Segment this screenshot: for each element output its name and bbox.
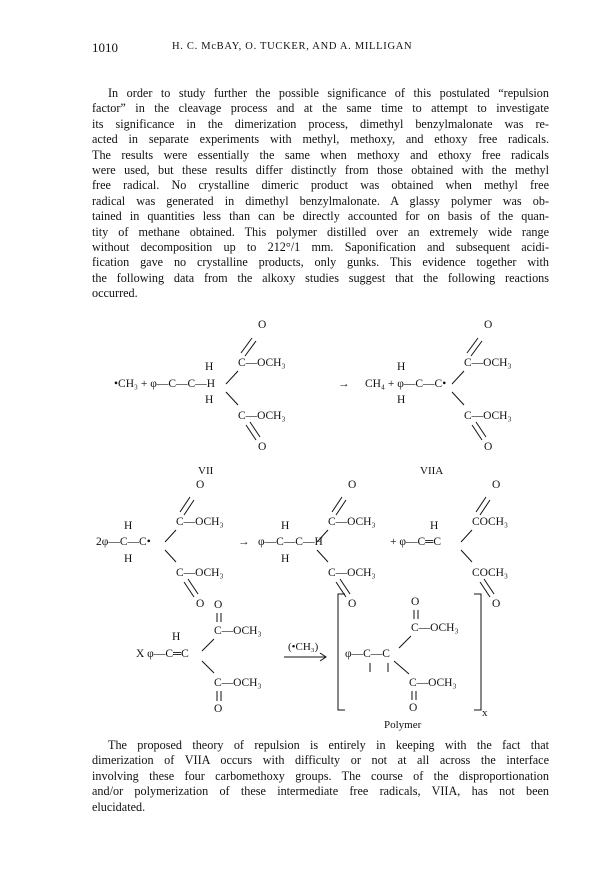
bond [202, 639, 214, 651]
double-bond [476, 497, 486, 512]
text-line: radical was generated in dimethyl benzylmalonate. A glassy polymer was ob- [92, 193, 549, 208]
double-bond [180, 497, 190, 512]
double-bond [480, 500, 490, 515]
oxygen-top: O [214, 599, 223, 611]
oxygen-top: O [411, 596, 420, 608]
text-line: The results were essentially the same when methoxy and ethoxy free radicals [92, 147, 549, 162]
bracket-left [338, 594, 345, 710]
ester-group-upper: C—OCH₃ [214, 625, 262, 637]
bond [226, 371, 238, 384]
bond [165, 550, 176, 562]
hydrogen: H [281, 520, 290, 532]
oxygen-bottom: O [258, 441, 267, 453]
repeat-subscript: x [482, 707, 488, 719]
reagent-methyl-radical: (•CH₃) [288, 641, 319, 653]
text-line: the following data from the alkoxy studies suggest that the following reactions [92, 270, 549, 285]
ester-group-lower: C—OCH₃ [176, 567, 224, 579]
paragraph-conclusion [92, 738, 549, 815]
double-bond [467, 338, 478, 353]
reactant-2-viia: 2φ—C—C• [96, 536, 151, 548]
text-line: dimerization of VIIA occurs with difficulty or not at all across the interface [92, 753, 549, 768]
double-bond [340, 579, 350, 594]
double-bond [332, 497, 342, 512]
polymer-backbone: φ—C—C [345, 648, 390, 660]
oxygen-bottom: O [492, 598, 501, 610]
bond [461, 550, 472, 562]
double-bond [336, 500, 346, 515]
double-bond [245, 341, 256, 356]
oxygen-top: O [492, 479, 501, 491]
ester-group-lower: C—OCH₃ [409, 677, 457, 689]
oxygen-bottom: O [214, 703, 223, 715]
bond [394, 661, 409, 674]
text-line: acted in separate experiments with methyl, methoxy, and ethoxy free radicals. [92, 132, 549, 147]
hydrogen: H [281, 553, 290, 565]
bond [317, 550, 328, 562]
compound-label-viia: VIIA [420, 465, 444, 477]
ester-group-lower: COCH₃ [472, 567, 508, 579]
ester-group-upper: C—OCH₃ [176, 516, 224, 528]
hydrogen: H [172, 631, 181, 643]
double-bond [471, 341, 482, 356]
oxygen-bottom: O [196, 598, 205, 610]
text-line: The proposed theory of repulsion is entirely in keeping with the fact that [108, 738, 549, 752]
text-line: elucidated. [92, 799, 146, 814]
text-line: tained in quantities less than can be directly accounted for on basis of the quan- [92, 209, 549, 224]
hydrogen: H [205, 361, 214, 373]
ester-group-lower: C—OCH₃ [464, 410, 512, 422]
oxygen-top: O [258, 319, 267, 331]
text-line: involving these four carbomethoxy groups. The course of the disproportionation [92, 768, 549, 783]
product-alkene: + φ—C═C [390, 536, 441, 548]
monomer: X φ—C═C [136, 648, 189, 660]
double-bond [476, 422, 486, 437]
ester-group-lower: C—OCH₃ [328, 567, 376, 579]
structure-viia-dimer [96, 479, 223, 610]
double-bond [484, 579, 494, 594]
reaction-arrow: → [238, 536, 250, 548]
text-line: factor” in the cleavage process and at the same time to attempt to investigate [92, 101, 549, 116]
double-bond [246, 425, 256, 440]
ester-group-upper: COCH₃ [472, 516, 508, 528]
ester-group-upper: C—OCH₃ [238, 357, 286, 369]
oxygen-bottom: O [409, 702, 418, 714]
hydrogen: H [397, 394, 406, 406]
reactant-vii: •CH₃ + φ—C—C—H [114, 378, 216, 390]
structure-viia [365, 319, 511, 477]
ester-group-lower: C—OCH₃ [214, 677, 262, 689]
bond [452, 392, 464, 405]
structure-benzylidene-malonate [390, 479, 508, 610]
bond [452, 371, 464, 384]
ester-group-upper: C—OCH₃ [328, 516, 376, 528]
text-line: and/or polymerization of these intermediate free radicals, VIIA, has not been [92, 784, 549, 799]
bond [226, 392, 238, 405]
running-head-authors: H. C. McBAY, O. TUCKER, AND A. MILLIGAN [172, 41, 413, 52]
text-line: fication gave no crystalline products, only gunks. This evidence together with [92, 255, 549, 270]
hydrogen: H [205, 394, 214, 406]
oxygen-bottom: O [484, 441, 493, 453]
text-line: without decomposition up to 212°/1 mm. Saponification and subsequent acidi- [92, 240, 549, 255]
ester-group-upper: C—OCH₃ [411, 622, 459, 634]
bond [399, 636, 411, 648]
oxygen-top: O [484, 319, 493, 331]
bond [461, 530, 472, 542]
double-bond [241, 338, 252, 353]
hydrogen: H [124, 520, 133, 532]
bracket-right [474, 594, 481, 710]
product-vii: φ—C—C—H [258, 536, 323, 548]
compound-label-vii: VII [198, 465, 214, 477]
text-line: occurred. [92, 286, 138, 301]
page-number: 1010 [92, 40, 118, 55]
bond [165, 530, 176, 542]
double-bond [250, 422, 260, 437]
compound-label-polymer: Polymer [384, 719, 422, 731]
text-line: were used, but these results differ distinctly from those obtained with the methyl [92, 163, 549, 178]
hydrogen: H [430, 520, 439, 532]
oxygen-bottom: O [348, 598, 357, 610]
text-line: In order to study further the possible significance of this postulated “repulsion [108, 86, 549, 100]
hydrogen: H [124, 553, 133, 565]
structure-vii-regenerated [258, 479, 375, 610]
text-line: its significance in the dimerization process, dimethyl benzylmalonate was re- [92, 116, 549, 131]
text-line: tity of methane obtained. This polymer distilled over an extremely wide range [92, 224, 549, 239]
structure-polymer [338, 594, 488, 731]
bond [202, 661, 214, 673]
hydrogen: H [397, 361, 406, 373]
double-bond [184, 500, 194, 515]
text-line: free radical. No crystalline dimeric product was obtained when methyl free [92, 178, 549, 193]
oxygen-top: O [196, 479, 205, 491]
reaction-arrow: → [338, 378, 350, 390]
product-viia: CH₄ + φ—C—C• [365, 378, 447, 390]
structure-monomer [136, 599, 261, 715]
double-bond [472, 425, 482, 440]
oxygen-top: O [348, 479, 357, 491]
double-bond [188, 579, 198, 594]
ester-group-lower: C—OCH₃ [238, 410, 286, 422]
structure-vii [114, 319, 285, 477]
ester-group-upper: C—OCH₃ [464, 357, 512, 369]
double-bond [184, 582, 194, 597]
